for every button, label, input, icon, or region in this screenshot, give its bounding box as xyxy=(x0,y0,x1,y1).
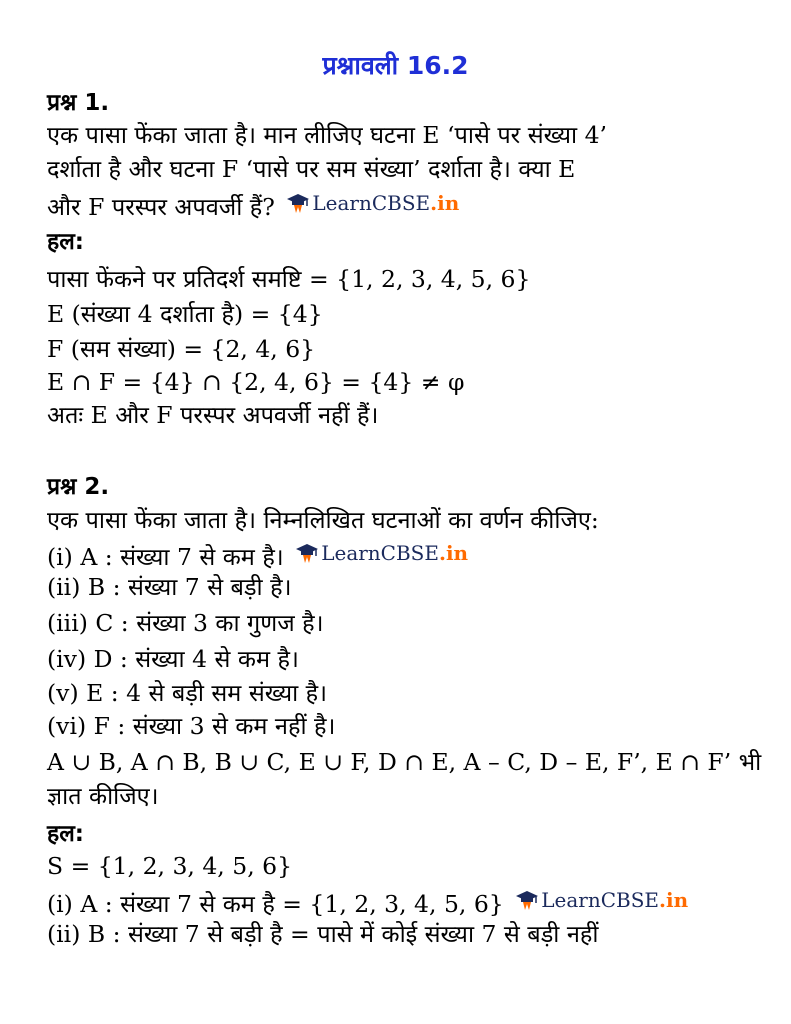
question-1-line: दर्शाता है और घटना F ‘पासे पर सम संख्या’ दर्शाता है। क्या E xyxy=(47,155,576,183)
solution-1-line: F (सम संख्या) = {2, 4, 6} xyxy=(47,335,316,363)
question-2-line: (iv) D : संख्या 4 से कम है। xyxy=(47,645,299,673)
page-title: प्रश्नावली 16.2 xyxy=(322,51,469,80)
question-1-line xyxy=(47,186,459,224)
question-1-heading: प्रश्न 1. xyxy=(47,90,110,116)
solution-2-text: (i) A : संख्या 7 से कम है = {1, 2, 3, 4, 5, 6} xyxy=(47,890,504,918)
solution-2-line: S = {1, 2, 3, 4, 5, 6} xyxy=(47,852,293,880)
solution-1-heading: हल: xyxy=(47,229,85,255)
question-2-line: एक पासा फेंका जाता है। निम्नलिखित घटनाओं का वर्णन कीजिए: xyxy=(47,506,599,534)
question-2-line: (iii) C : संख्या 3 का गुणज है। xyxy=(47,609,324,637)
solution-1-line: E ∩ F = {4} ∩ {2, 4, 6} = {4} ≠ φ xyxy=(47,368,465,396)
logo-brand: LearnCBSE xyxy=(321,541,439,565)
question-2-text: (i) A : संख्या 7 से कम है। xyxy=(47,543,284,571)
logo-suffix: .in xyxy=(430,191,460,215)
question-2-line xyxy=(47,536,468,574)
logo-suffix: .in xyxy=(439,541,469,565)
solution-2-line: (ii) B : संख्या 7 से बड़ी है = पासे में कोई संख्या 7 से बड़ी नहीं xyxy=(47,920,599,948)
question-2-line: ज्ञात कीजिए। xyxy=(47,782,159,810)
logo-suffix: .in xyxy=(659,888,689,912)
learncbse-logo xyxy=(515,883,688,917)
solution-2-line xyxy=(47,883,688,921)
solution-1-line: पासा फेंकने पर प्रतिदर्श समष्टि = {1, 2, 3, 4, 5, 6} xyxy=(47,265,531,293)
learncbse-logo xyxy=(295,536,468,570)
logo-brand: LearnCBSE xyxy=(312,191,431,215)
graduation-cap-icon xyxy=(295,541,319,565)
question-2-line: (vi) F : संख्या 3 से कम नहीं है। xyxy=(47,712,336,740)
question-1-text: और F परस्पर अपवर्जी हैं? xyxy=(47,193,275,221)
solution-1-line: E (संख्या 4 दर्शाता है) = {4} xyxy=(47,300,323,328)
question-2-heading: प्रश्न 2. xyxy=(47,474,110,500)
question-2-line: (ii) B : संख्या 7 से बड़ी है। xyxy=(47,573,292,601)
logo-brand: LearnCBSE xyxy=(541,888,660,912)
question-2-line: A ∪ B, A ∩ B, B ∪ C, E ∪ F, D ∩ E, A – C, D – E, F’, E ∩ F’ भी xyxy=(47,748,762,776)
learncbse-logo xyxy=(286,186,459,220)
graduation-cap-icon xyxy=(515,888,539,912)
question-2-line: (v) E : 4 से बड़ी सम संख्या है। xyxy=(47,679,328,707)
solution-2-heading: हल: xyxy=(47,821,85,847)
solution-1-line: अतः E और F परस्पर अपवर्जी नहीं हैं। xyxy=(47,401,379,429)
question-1-line: एक पासा फेंका जाता है। मान लीजिए घटना E ‘पासे पर संख्या 4’ xyxy=(47,121,607,149)
graduation-cap-icon xyxy=(286,191,310,215)
